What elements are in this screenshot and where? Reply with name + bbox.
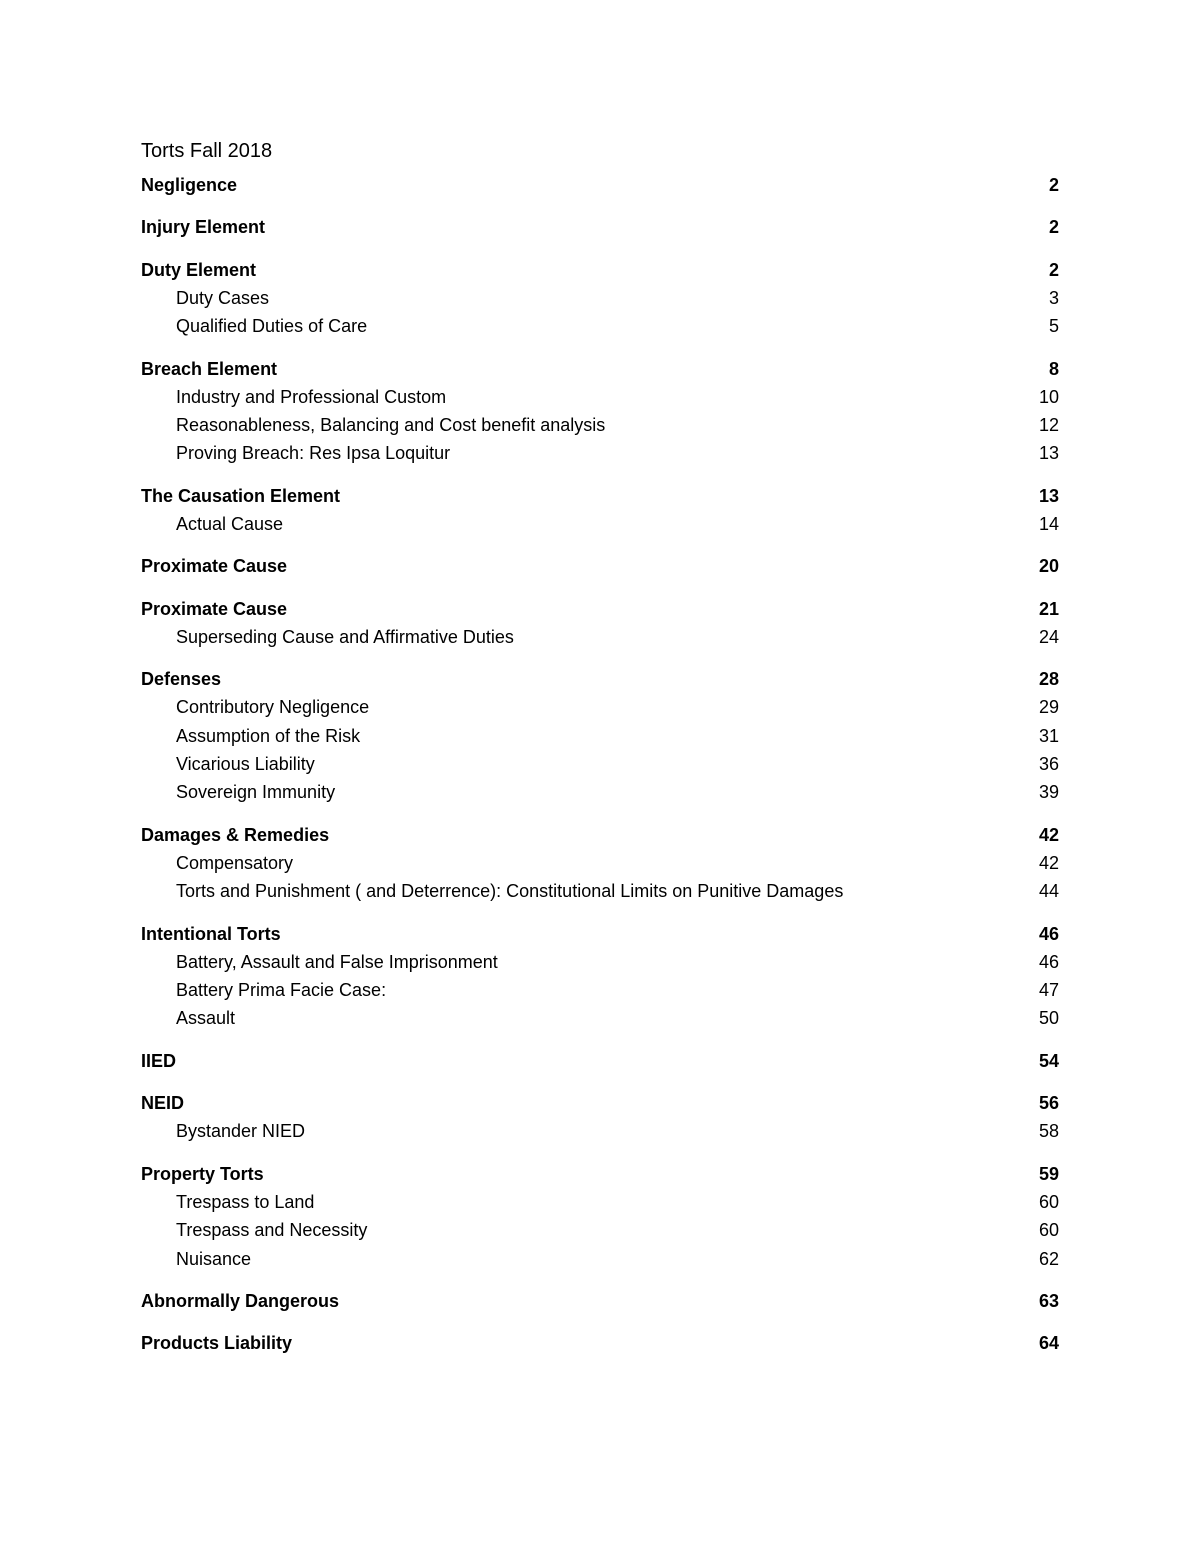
toc-entry-label: Torts and Punishment ( and Deterrence): Constitutional Limits on Punitive Damages [176, 881, 844, 901]
toc-page-number: 2 [1048, 175, 1059, 195]
toc-heading[interactable] [141, 256, 1059, 284]
toc-subentry[interactable] [141, 750, 1059, 778]
toc-entry-label: Products Liability [141, 1333, 293, 1353]
toc-page-number: 29 [1038, 697, 1059, 717]
toc-page-number: 2 [1048, 217, 1059, 237]
toc-page-number: 39 [1038, 782, 1059, 802]
toc-entry-label: Assault [176, 1008, 236, 1028]
toc-page-number: 42 [1038, 853, 1059, 873]
toc-subentry[interactable] [141, 623, 1059, 651]
toc-entry-label: Nuisance [176, 1249, 252, 1269]
toc-page-number: 3 [1048, 288, 1059, 308]
toc-entry-label: Damages & Remedies [141, 825, 330, 845]
toc-page-number: 24 [1038, 627, 1059, 647]
document-title: Torts Fall 2018 [141, 140, 273, 162]
toc-entry-label: Proximate Cause [141, 556, 288, 576]
toc-page-number: 20 [1038, 556, 1059, 576]
toc-subentry[interactable] [141, 510, 1059, 538]
toc-page-number: 31 [1038, 726, 1059, 746]
toc-entry-label: Bystander NIED [176, 1121, 306, 1141]
toc-page-number: 59 [1038, 1164, 1059, 1184]
toc-page-number: 46 [1038, 952, 1059, 972]
toc-entry-label: Sovereign Immunity [176, 782, 336, 802]
toc-page-number: 8 [1048, 359, 1059, 379]
toc-page-number: 10 [1038, 387, 1059, 407]
toc-entry-label: Compensatory [176, 853, 294, 873]
toc-page-number: 63 [1038, 1291, 1059, 1311]
toc-heading[interactable] [141, 1329, 1059, 1357]
toc-heading[interactable] [141, 920, 1059, 948]
toc-page-number: 44 [1038, 881, 1059, 901]
toc-entry-label: Property Torts [141, 1164, 264, 1184]
toc-subentry[interactable] [141, 693, 1059, 721]
toc-heading[interactable] [141, 1287, 1059, 1315]
toc-page-number: 46 [1038, 924, 1059, 944]
toc-page-number: 56 [1038, 1093, 1059, 1113]
toc-entry-label: Industry and Professional Custom [176, 387, 447, 407]
toc-heading[interactable] [141, 171, 1059, 199]
toc-page-number: 62 [1038, 1249, 1059, 1269]
toc-entry-label: Vicarious Liability [176, 754, 315, 774]
toc-entry-label: Duty Element [141, 260, 257, 280]
toc-entry-label: Qualified Duties of Care [176, 316, 368, 336]
toc-entry-label: Negligence [141, 175, 238, 195]
toc-heading[interactable] [141, 665, 1059, 693]
toc-entry-label: Superseding Cause and Affirmative Duties [176, 627, 514, 647]
toc-entry-label: Duty Cases [176, 288, 270, 308]
toc-subentry[interactable] [141, 439, 1059, 467]
toc-heading[interactable] [141, 821, 1059, 849]
toc-heading[interactable] [141, 1089, 1059, 1117]
toc-heading[interactable] [141, 552, 1059, 580]
toc-page-number: 5 [1048, 316, 1059, 336]
toc-page-number: 60 [1038, 1220, 1059, 1240]
toc-subentry[interactable] [141, 383, 1059, 411]
toc-entry-label: Abnormally Dangerous [141, 1291, 340, 1311]
toc-subentry[interactable] [141, 1004, 1059, 1032]
toc-subentry[interactable] [141, 976, 1059, 1004]
toc-heading[interactable] [141, 355, 1059, 383]
toc-subentry[interactable] [141, 778, 1059, 806]
toc-entry-label: Actual Cause [176, 514, 284, 534]
toc-page-number: 13 [1038, 486, 1059, 506]
toc-entry-label: Proximate Cause [141, 599, 288, 619]
toc-page-number: 60 [1038, 1192, 1059, 1212]
toc-subentry[interactable] [141, 1245, 1059, 1273]
toc-heading[interactable] [141, 595, 1059, 623]
toc-entry-label: The Causation Element [141, 486, 341, 506]
toc-subentry[interactable] [141, 1117, 1059, 1145]
toc-page-number: 58 [1038, 1121, 1059, 1141]
toc-entry-label: IIED [141, 1051, 177, 1071]
toc-subentry[interactable] [141, 1216, 1059, 1244]
toc-page-number: 21 [1038, 599, 1059, 619]
toc-page-number: 13 [1038, 443, 1059, 463]
toc-page-number: 54 [1038, 1051, 1059, 1071]
toc-page-number: 36 [1038, 754, 1059, 774]
toc-page-number: 14 [1038, 514, 1059, 534]
toc-subentry[interactable] [141, 948, 1059, 976]
toc-page-number: 2 [1048, 260, 1059, 280]
toc-entry-label: Assumption of the Risk [176, 726, 361, 746]
toc-heading[interactable] [141, 1047, 1059, 1075]
toc-subentry[interactable] [141, 312, 1059, 340]
toc-entry-label: Battery, Assault and False Imprisonment [176, 952, 498, 972]
toc-entry-label: Breach Element [141, 359, 278, 379]
toc-page-number: 64 [1038, 1333, 1059, 1353]
toc-entry-label: Battery Prima Facie Case: [176, 980, 387, 1000]
toc-entry-label: Trespass and Necessity [176, 1220, 368, 1240]
toc-subentry[interactable] [141, 877, 1059, 905]
toc-page-number: 28 [1038, 669, 1059, 689]
toc-heading[interactable] [141, 1160, 1059, 1188]
toc-heading[interactable] [141, 213, 1059, 241]
toc-entry-label: Reasonableness, Balancing and Cost benefit analysis [176, 415, 606, 435]
toc-entry-label: Injury Element [141, 217, 266, 237]
toc-heading[interactable] [141, 482, 1059, 510]
toc-page-number: 47 [1038, 980, 1059, 1000]
toc-entry-label: NEID [141, 1093, 185, 1113]
toc-entry-label: Proving Breach: Res Ipsa Loquitur [176, 443, 451, 463]
toc-subentry[interactable] [141, 849, 1059, 877]
toc-entry-label: Contributory Negligence [176, 697, 370, 717]
table-of-contents [141, 0, 1059, 1553]
toc-subentry[interactable] [141, 411, 1059, 439]
toc-subentry[interactable] [141, 722, 1059, 750]
toc-entry-label: Intentional Torts [141, 924, 281, 944]
toc-page-number: 12 [1038, 415, 1059, 435]
toc-subentry[interactable] [141, 1188, 1059, 1216]
toc-subentry[interactable] [141, 284, 1059, 312]
toc-entry-label: Defenses [141, 669, 222, 689]
toc-page-number: 50 [1038, 1008, 1059, 1028]
toc-page-number: 42 [1038, 825, 1059, 845]
toc-entry-label: Trespass to Land [176, 1192, 315, 1212]
